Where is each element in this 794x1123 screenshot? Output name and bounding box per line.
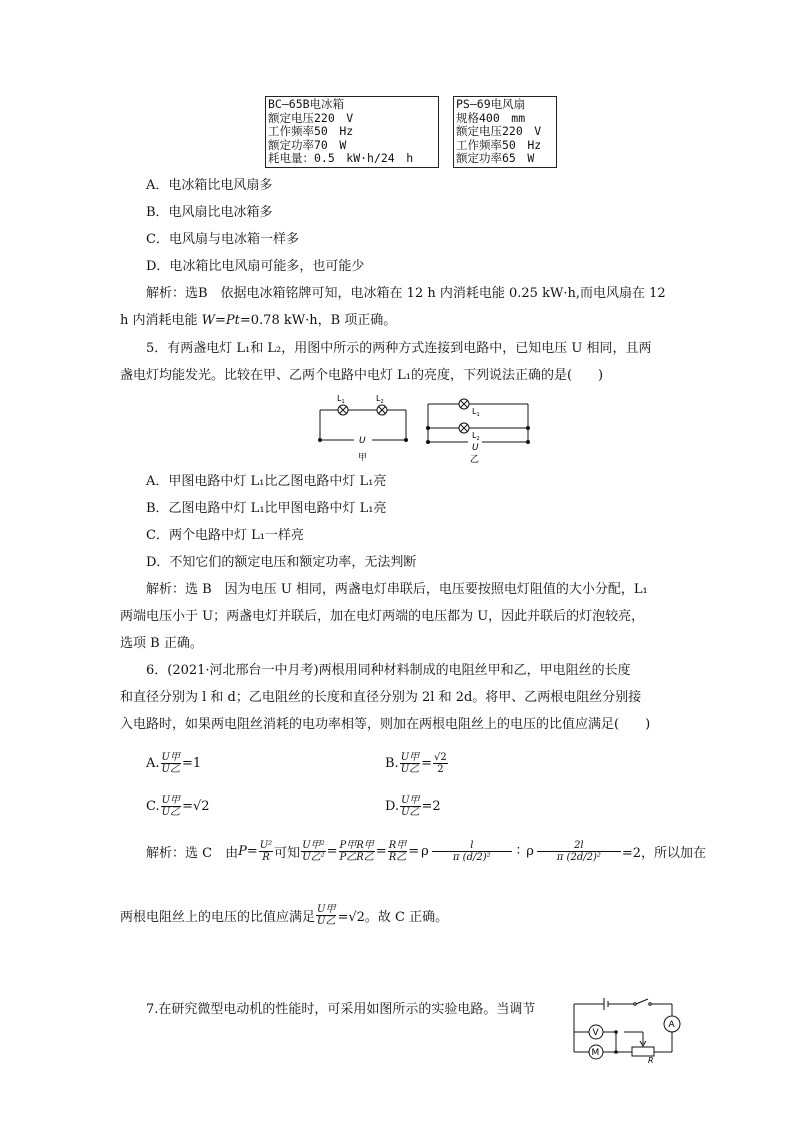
r1-fraction: $\frac{l}{\text{π (d/2)²}}$ [432,840,512,863]
voltage-ratio: $\frac{\text{U甲}}{\text{U乙}}$ [317,904,336,927]
jia-caption: 甲 [358,453,368,463]
nameplate-line: PS—69电风扇 [456,97,526,111]
yi-u-label: U [472,443,479,453]
r2-fraction: $\frac{2l}{\text{π (2d/2)²}}$ [537,840,621,863]
nameplate-line: 额定功率65 W [456,151,535,165]
rheostat-label: R [648,1056,654,1064]
q6-stem-line3: 入电路时，如果两电阻丝消耗的电功率相等，则加在两根电阻丝上的电压的比值应满足( ) [120,717,651,732]
yi-caption: 乙 [470,455,480,465]
r-ratio: $\frac{\text{R甲}}{\text{R乙}}$ [388,840,407,863]
q5-analysis-line2: 两端电压小于 U；两盏电灯并联后，加在电灯两端的电压都为 U，因此并联后的灯泡较亮， [120,609,645,624]
yi-l2-label: $L_2$ [472,431,480,442]
nameplate-line: 额定功率70 W [268,137,347,152]
jia-l2-label: $L_2$ [376,394,384,405]
q7-stem: 7.在研究微型电动机的性能时，可采用如图所示的实验电路。当调节 [146,1002,536,1017]
motor-label: M [591,1048,600,1058]
q4-option-c: C．电风扇与电冰箱一样多 [146,232,299,247]
ammeter-label: A [668,1020,675,1030]
q6-option-b [385,752,449,775]
root2-over-2: $\frac{√2}{2}$ [434,752,447,775]
q6-option-a [146,752,201,775]
nameplate-line: 耗电量：0.5 kW·h/24 h [268,151,414,165]
nameplate-line: 规格400 mm [456,110,526,125]
pr-ratio: $\frac{\text{P甲R甲}}{\text{P乙R乙}}$ [339,840,374,863]
voltage-ratio: $\frac{\text{U甲}}{\text{U乙}}$ [401,795,420,818]
q4-option-a: A．电冰箱比电风扇多 [146,178,273,193]
q6-option-d [385,795,441,818]
option-label: A. [146,756,160,771]
text: 两根电阻丝上的电压的比值应满足 [120,910,316,925]
q5-analysis-line3: 选项 B 正确。 [120,636,203,651]
q6-analysis-conclusion [120,904,448,927]
q6-stem-line1: 6．(2021·河北邢台一中月考)两根用同种材料制成的电阻丝甲和乙，甲电阻丝的长度 [146,663,631,678]
q5-option-a: A．甲图电路中灯 L₁比乙图电路中灯 L₁亮 [146,474,387,489]
jia-u-label: U [359,436,366,446]
nameplate-line: BC—65B电冰箱 [268,97,345,111]
nameplate-line: 工作频率50 Hz [268,124,354,138]
q5-analysis-line1: 解析：选 B 因为电压 U 相同，两盏电灯串联后，电压要按照电灯阻值的大小分配，L₁ [146,582,648,597]
nameplate-line: 工作频率50 Hz [456,137,542,152]
fridge-nameplate [265,96,439,168]
q5-option-b: B．乙图电路中灯 L₁比甲图电路中灯 L₁亮 [146,501,387,516]
option-label: C. [146,799,160,814]
q6-stem-line2: 和直径分别为 l 和 d；乙电阻丝的长度和直径分别为 2l 和 2d。将甲、乙两根电阻丝分别接 [120,690,642,705]
q6-option-c [146,795,210,818]
voltage-ratio: $\frac{\text{U甲}}{\text{U乙}}$ [161,795,181,818]
text: =0.78 kW·h，B 项正确。 [239,313,397,328]
q5-option-c: C．两个电路中灯 L₁一样亮 [146,528,304,543]
voltage-ratio: $\frac{\text{U甲}}{\text{U乙}}$ [161,752,180,775]
ratio-colon: ∶ [516,844,521,859]
nameplate-line: 额定电压220 V [268,110,354,125]
voltmeter-label: V [592,1028,599,1038]
q7-circuit-diagram [568,994,688,1064]
q4-option-b: B．电风扇比电冰箱多 [146,205,273,220]
fan-nameplate [453,96,557,168]
voltage-ratio: $\frac{\text{U甲}}{\text{U乙}}$ [400,752,420,775]
rho-symbol: ρ [526,844,534,859]
q5-circuit-diagram [310,390,540,465]
option-value: = [421,756,433,771]
option-value: =1 [181,756,202,771]
rho-symbol: ρ [421,844,429,859]
option-label: D. [385,799,400,814]
text: 解析：选 C 由 [146,846,239,861]
yi-l1-label: $L_1$ [472,407,480,418]
q5-option-d: D．不知它们的额定电压和额定功率，无法判断 [146,555,417,570]
text: 可知 [274,846,301,861]
option-label: B. [385,756,399,771]
nameplate-line: 额定电压220 V [456,124,542,138]
q4-option-d: D．电冰箱比电风扇可能多，也可能少 [146,259,365,274]
q5-stem-line2: 盏电灯均能发光。比较在甲、乙两个电路中电灯 L₁的亮度，下列说法正确的是( ) [120,368,604,383]
option-value: =2 [421,799,441,814]
formula: W=Pt [201,313,240,328]
q4-analysis-line2 [120,311,396,331]
text: h 内消耗电能 [120,313,202,328]
jia-l1-label: $L_1$ [337,394,345,405]
q6-analysis-formula: 解析：选 C 由 P= $\frac{\text{U²}}{R}$ 可知 $\frac{\text{U甲²}}{\text{U乙²}}$ = $\frac{\text{P甲R甲}}{\text{P乙R乙}}$ = $\frac{\text{R甲}}{\text{R乙}}$ = ρ $\frac{l}{\text{π (d/2)²}}$ ∶ ρ $\frac{2l}{\text{π (2d/2)²}}$ =2，所以加在 [146,840,707,863]
q5-stem-line1: 5．有两盏电灯 L₁和 L₂，用图中所示的两种方式连接到电路中，已知电压 U 相同，且两 [146,341,652,356]
u2-over-r: $\frac{\text{U²}}{R}$ [259,840,273,863]
q4-analysis-line1: 解析：选B 依据电冰箱铭牌可知，电冰箱在 12 h 内消耗电能 0.25 kW·h,而电风扇在 12 [146,286,666,301]
option-value: =√2 [182,799,210,814]
text: =√2。故 C 正确。 [337,910,449,925]
u-ratio-squared: $\frac{\text{U甲²}}{\text{U乙²}}$ [302,840,325,863]
text: P= [238,844,258,859]
text: =2，所以加在 [621,846,707,861]
